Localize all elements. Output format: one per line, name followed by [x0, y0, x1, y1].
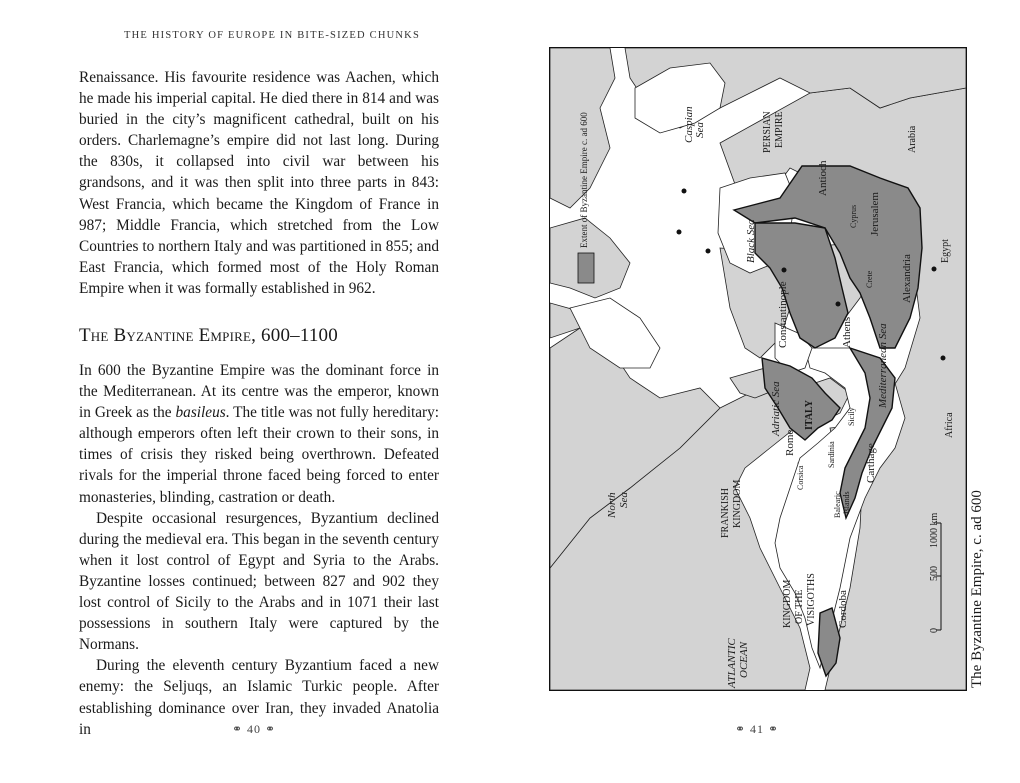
- label-corsica: Corsica: [796, 465, 805, 490]
- label-sicily: Sicily: [847, 407, 856, 426]
- label-caspian-2: Sea: [694, 122, 706, 138]
- label-north-sea-2: Sea: [618, 492, 630, 508]
- label-italy: ITALY: [804, 399, 815, 430]
- label-frankish-2: KINGDOM: [732, 479, 743, 528]
- running-head: THE HISTORY OF EUROPE IN BITE-SIZED CHUNKS: [124, 30, 420, 41]
- label-visigoths: KINGDOM: [782, 579, 793, 628]
- label-persian: PERSIAN: [762, 111, 773, 153]
- label-egypt: Egypt: [940, 239, 951, 263]
- label-alexandria: Alexandria: [901, 254, 913, 303]
- label-constantinople: Constantinople: [777, 281, 789, 348]
- text-span: In 600 the Byzantine Empire was the dominant force in the Mediterranean. At its centre was the emperor, known in Greek as the: [79, 362, 439, 422]
- paragraph: During the eleventh century Byzantium faced a new enemy: the Seljuqs, an Islamic Turkic people. After establishing dominance over Iran, they invaded Anatolia in: [79, 657, 439, 738]
- map-caption: The Byzantine Empire, c. ad 600: [969, 490, 985, 688]
- city-dot-constantinople: [782, 268, 787, 273]
- paragraph: [79, 360, 439, 508]
- label-africa: Africa: [944, 412, 955, 438]
- label-atlantic-2: OCEAN: [738, 641, 750, 678]
- page-number-left: ⚭ 40 ⚭: [232, 722, 277, 736]
- body-text-top: [79, 67, 439, 299]
- label-sardinia: Sardinia: [827, 441, 836, 468]
- label-balearic-2: Islands: [842, 491, 851, 514]
- label-carthage: Carthage: [865, 443, 877, 483]
- city-dot-antioch: [682, 189, 687, 194]
- page-number-right: ⚭ 41 ⚭: [735, 722, 780, 736]
- label-jerusalem: Jerusalem: [869, 192, 881, 236]
- city-dot-alexandria: [706, 249, 711, 254]
- label-visigoths-2: OF THE: [794, 589, 805, 624]
- scale-tick-500: 500: [929, 566, 940, 581]
- label-black-sea: Black Sea: [745, 219, 757, 263]
- legend-swatch: [578, 253, 594, 283]
- text-span: . The title was not fully hereditary: although emperors often left their crown to their sons, in times of crisis they risked being overthrown. Defeated rivals for the imperial throne faced being forced to enter monasteries, blinding, castration or death.: [79, 404, 440, 506]
- paragraph: Renaissance. His favourite residence was Aachen, which he made his imperial capital. He died there in 814 and was buried in the city’s magnificent cathedral, built on his orders. Charlemagne’s empire did not last long. During the 830s, it collapsed into civil war between his grandsons, and it was then split into three parts in 843: West Francia, which became the Kingdom of France in 987; Middle Francia, which stretched from the Low Countries to northern Italy and was partitioned in 855; and East Francia, which formed most of the Holy Roman Empire when it was formally established in 962.: [79, 69, 439, 297]
- label-rome: Rome: [784, 429, 796, 456]
- paragraph: Despite occasional resurgences, Byzantium declined during the medieval era. This began in the seventh century when it lost control of Egypt and Syria to the Arabs. Byzantine losses continued; between 827 and 902 they lost control of Sicily to the Arabs and in 1071 their last possessions in southern Italy were captured by the Normans.: [79, 509, 439, 654]
- map-frame: [549, 47, 967, 691]
- label-caspian: Caspian: [683, 106, 695, 143]
- label-cordoba: Cordoba: [837, 590, 849, 628]
- label-visigoths-3: VISIGOTHS: [806, 573, 817, 626]
- label-crete: Crete: [865, 270, 874, 288]
- land: [550, 48, 966, 690]
- label-cyprus: Cyprus: [849, 204, 858, 228]
- legend-label: Extent of Byzantine Empire c. ad 600: [579, 112, 589, 248]
- label-north-sea: North: [606, 492, 618, 518]
- byzantine-map: [550, 48, 966, 690]
- section-heading: The Byzantine Empire, 600–1100: [79, 325, 338, 346]
- label-adriatic: Adriatic Sea: [770, 381, 782, 436]
- label-antioch: Antioch: [817, 160, 829, 196]
- label-mediterranean: Mediterranean Sea: [877, 323, 889, 408]
- body-text-bottom: [79, 360, 439, 740]
- label-arabia: Arabia: [907, 125, 918, 153]
- label-athens: Athens: [841, 316, 853, 348]
- label-frankish: FRANKISH: [720, 487, 731, 538]
- italic-term: basileus: [175, 404, 226, 422]
- scale-tick-0: 0: [929, 628, 940, 633]
- label-atlantic: ATLANTIC: [726, 638, 738, 688]
- city-dot-rome: [932, 267, 937, 272]
- city-dot-athens: [836, 302, 841, 307]
- label-persian-2: EMPIRE: [774, 111, 785, 148]
- scale-tick-1000: 1000 km: [929, 512, 940, 548]
- city-dot-carthage: [941, 356, 946, 361]
- label-balearic: Balearic: [833, 491, 842, 518]
- city-dot-jerusalem: [677, 230, 682, 235]
